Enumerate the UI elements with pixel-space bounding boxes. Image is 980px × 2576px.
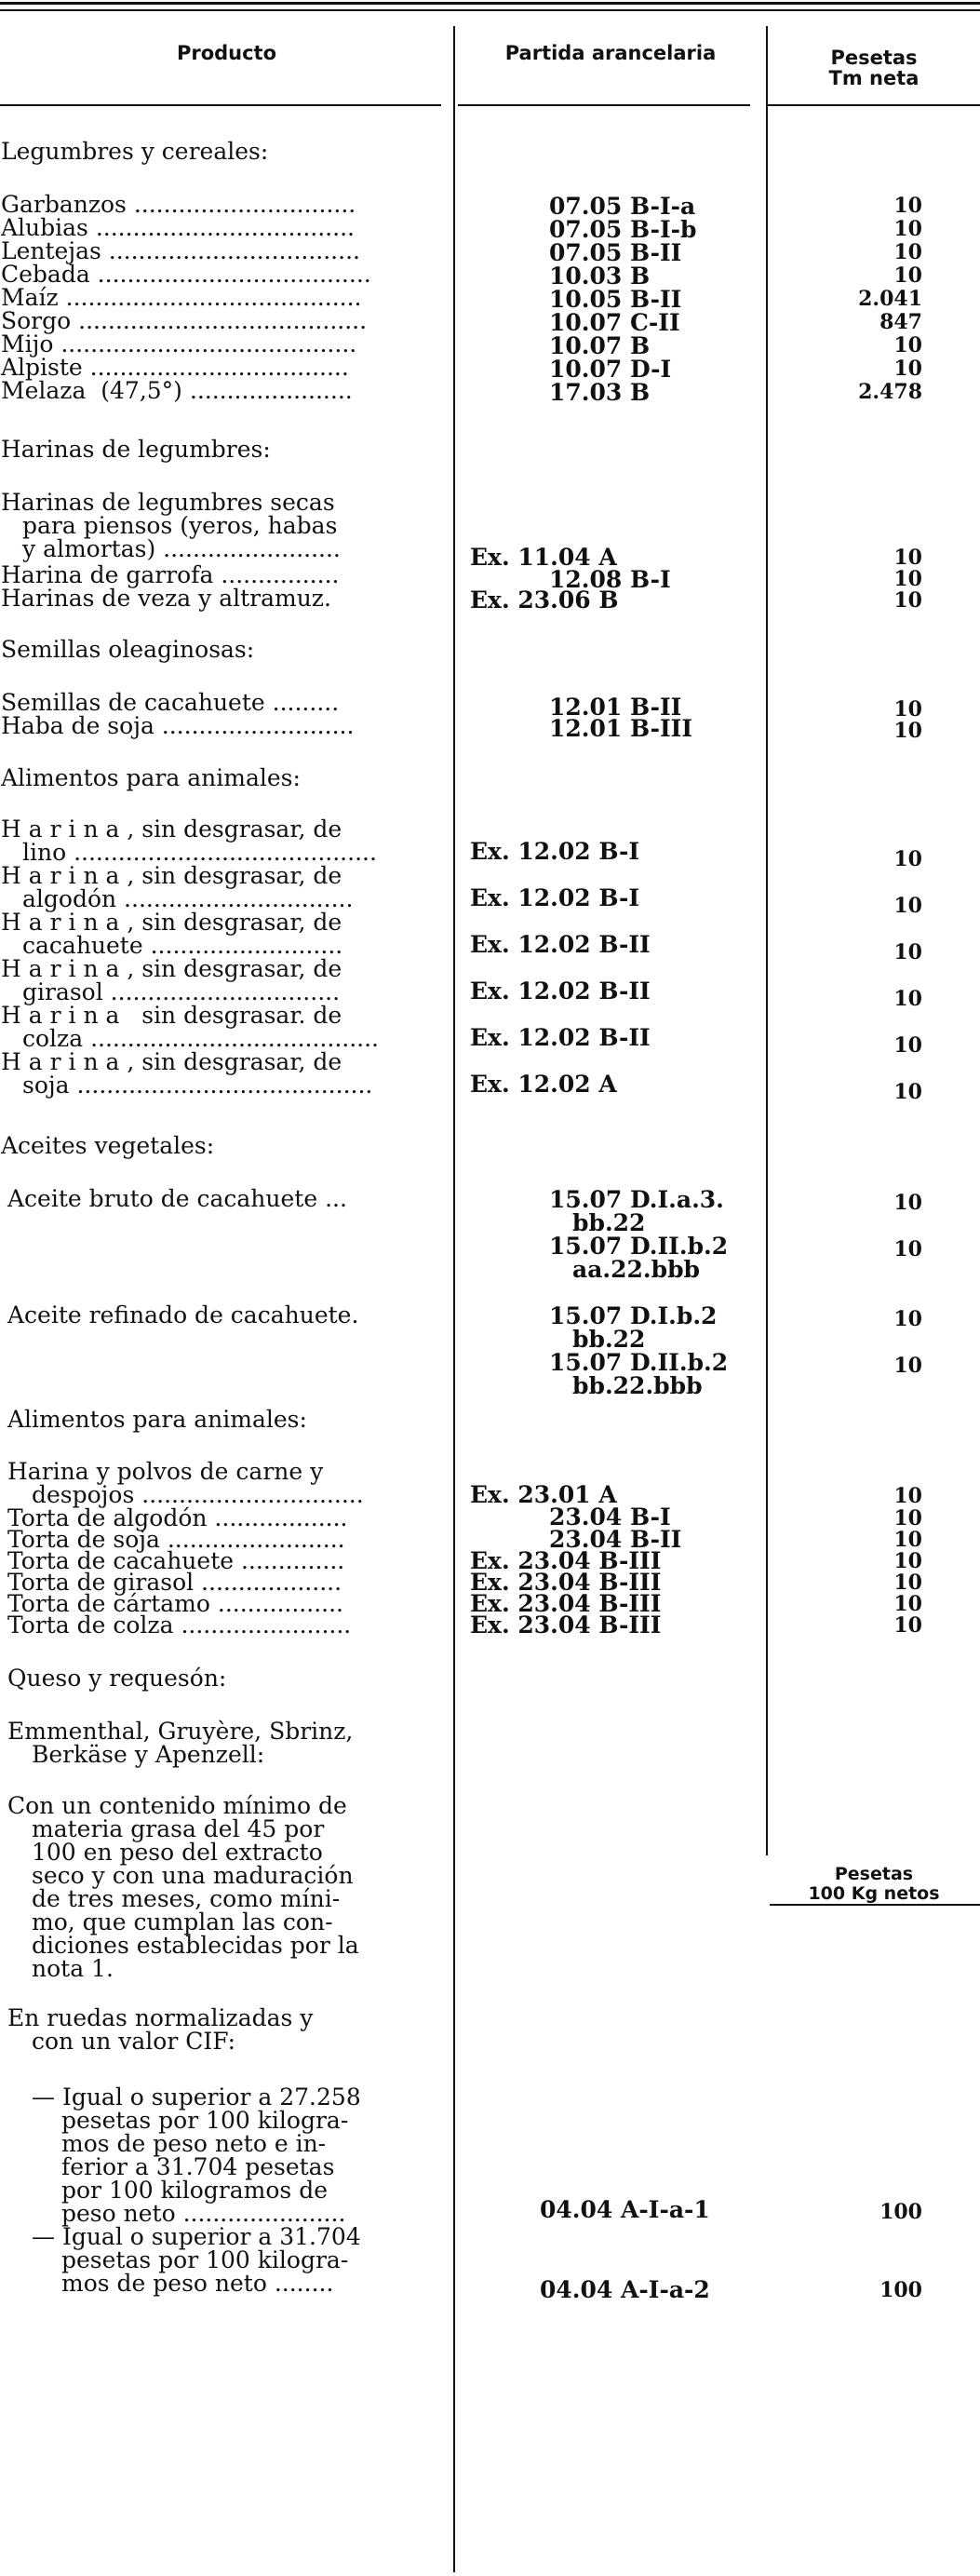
row-value: 10	[893, 697, 922, 722]
row-product: Aceite refinado de cacahuete.	[7, 1301, 359, 1328]
row-product-line: Harina y polvos de carne y	[7, 1458, 324, 1485]
row-product-line: para piensos (yeros, habas	[22, 512, 338, 539]
section-aceites: Aceites vegetales:	[1, 1132, 215, 1159]
row-code: Ex. 12.02 B-II	[470, 931, 651, 958]
row-value: 100	[879, 2278, 922, 2302]
queso-paragraph-line: seco y con una maduración	[32, 1862, 354, 1889]
row-value: 10	[893, 1484, 922, 1508]
row-value: 10	[893, 194, 922, 218]
unit-label-1: Pesetas	[834, 1864, 914, 1884]
row-code: Ex. 12.02 B-I	[470, 838, 640, 865]
section-alimentos-1: Alimentos para animales:	[1, 764, 301, 791]
row-product-line: girasol ...............................	[22, 978, 341, 1005]
row-product-line: soja ........................................	[22, 1072, 373, 1099]
row-code: 04.04 A-I-a-1	[540, 2196, 710, 2223]
header-partida: Partida arancelaria	[504, 42, 717, 64]
row-code: 07.05 B-II	[549, 239, 682, 266]
row-value: 10	[893, 1033, 922, 1058]
row-product: Harina de garrofa ................	[1, 561, 340, 588]
row-code: 17.03 B	[549, 379, 651, 406]
row-product-line: H a r i n a , sin desgrasar, de	[1, 955, 342, 982]
row-code: 10.07 B	[549, 332, 651, 359]
row-code: Ex. 23.04 B-III	[470, 1612, 662, 1639]
row-code: 15.07 D.II.b.2	[549, 1233, 729, 1260]
queso-paragraph-line: 100 en peso del extracto	[32, 1839, 323, 1866]
row-value: 10	[893, 719, 922, 743]
row-code: Ex. 12.02 B-II	[470, 1024, 651, 1051]
row-code: 23.04 B-I	[549, 1504, 671, 1531]
row-value: 10	[893, 894, 922, 918]
row-product: Sorgo .......................................	[1, 307, 368, 334]
row-code: 07.05 B-I-a	[549, 193, 696, 220]
queso-dash-line: por 100 kilogramos de	[61, 2177, 328, 2204]
header-product: Producto	[176, 42, 277, 64]
row-product-line: H a r i n a sin desgrasar. de	[1, 1002, 342, 1029]
row-code: Ex. 12.02 A	[470, 1071, 617, 1098]
row-product: Semillas de cacahuete .........	[1, 689, 340, 716]
row-product-line: Harinas de legumbres secas	[1, 489, 335, 516]
row-product: Alubias ...................................	[1, 214, 355, 241]
column-separator-1	[453, 26, 455, 2572]
row-code: 23.04 B-II	[549, 1526, 682, 1553]
row-code: 12.08 B-I	[549, 566, 671, 593]
queso-dash-line: — Igual o superior a 31.704	[32, 2223, 361, 2250]
row-code: Ex. 12.02 B-I	[470, 884, 640, 911]
section-semillas: Semillas oleaginosas:	[1, 636, 255, 663]
row-product: Aceite bruto de cacahuete ...	[7, 1185, 347, 1212]
row-value: 10	[893, 357, 922, 381]
queso-dash-line: mos de peso neto e in-	[61, 2130, 327, 2157]
row-value: 10	[893, 240, 922, 264]
header-pesetas-1: Pesetas	[830, 47, 918, 69]
row-product-line: lino .........................................	[22, 839, 377, 866]
header-pesetas-2: Tm neta	[828, 67, 920, 89]
queso-intro-line: En ruedas normalizadas y	[7, 2004, 314, 2031]
row-value: 10	[893, 987, 922, 1011]
queso-paragraph-line: de tres meses, como míni-	[32, 1885, 341, 1912]
row-value: 2.041	[858, 287, 922, 311]
header-underline-product	[0, 104, 441, 106]
section-queso: Queso y requesón:	[7, 1665, 227, 1692]
row-code-cont: bb.22.bbb	[572, 1372, 703, 1399]
row-value: 10	[893, 1528, 922, 1552]
header-underline-partida	[458, 104, 750, 106]
row-code: 10.07 D-I	[549, 356, 672, 383]
row-product: Torta de cártamo .................	[7, 1590, 343, 1617]
column-separator-2	[766, 26, 768, 1855]
queso-dash-line: mos de peso neto ........	[61, 2270, 334, 2297]
row-product: Torta de soja ........................	[7, 1526, 345, 1553]
row-value: 10	[893, 1571, 922, 1595]
top-rule	[0, 9, 980, 11]
row-code: 04.04 A-I-a-2	[540, 2276, 710, 2303]
row-product: Torta de algodón ..................	[7, 1504, 348, 1531]
row-product-line: H a r i n a , sin desgrasar, de	[1, 909, 342, 936]
row-product-line: y almortas) ........................	[22, 535, 341, 562]
queso-variety-line: Emmenthal, Gruyère, Sbrinz,	[7, 1718, 354, 1745]
queso-paragraph-line: Con un contenido mínimo de	[7, 1792, 347, 1819]
row-product-line: cacahuete ..........................	[22, 932, 343, 959]
row-code: 10.05 B-II	[549, 286, 682, 313]
row-value: 10	[893, 1080, 922, 1104]
row-code: Ex. 11.04 A	[470, 544, 617, 571]
row-product-line: algodón ...............................	[22, 885, 354, 912]
row-value: 10	[893, 940, 922, 964]
row-value: 10	[893, 1592, 922, 1616]
section-harinas: Harinas de legumbres:	[1, 436, 271, 463]
row-product: Harinas de veza y altramuz.	[1, 585, 331, 612]
row-code: Ex. 23.06 B	[470, 587, 619, 614]
row-product: Maíz ........................................	[1, 284, 362, 311]
queso-variety-line: Berkäse y Apenzell:	[32, 1741, 265, 1768]
queso-paragraph-line: mo, que cumplan las con-	[32, 1908, 333, 1935]
row-value: 10	[893, 588, 922, 613]
row-code: 07.05 B-I-b	[549, 216, 697, 243]
row-value: 10	[893, 1237, 922, 1261]
row-code: 10.03 B	[549, 263, 651, 290]
row-value: 100	[879, 2200, 922, 2224]
row-code: 15.07 D.I.b.2	[549, 1302, 718, 1329]
section-alimentos-2: Alimentos para animales:	[7, 1406, 307, 1433]
row-product: Torta de colza .......................	[7, 1612, 352, 1639]
row-product: Alpiste ...................................	[1, 354, 349, 381]
row-value: 10	[893, 1191, 922, 1215]
row-product: Lentejas ..................................	[1, 237, 360, 264]
header-underline-pesetas	[767, 104, 980, 106]
row-code: 12.01 B-III	[549, 715, 693, 742]
unit-underline	[770, 1904, 980, 1906]
row-product: Garbanzos ..............................	[1, 191, 356, 218]
row-code: 15.07 D.I.a.3.	[549, 1186, 724, 1213]
section-legumbres: Legumbres y cereales:	[1, 138, 269, 165]
row-value: 10	[893, 333, 922, 357]
row-product: Torta de cacahuete ..............	[7, 1547, 345, 1574]
row-code: 12.01 B-II	[549, 694, 682, 721]
row-product-line: colza .......................................	[22, 1025, 379, 1052]
row-value: 10	[893, 1506, 922, 1531]
row-product: Melaza (47,5°) ......................	[1, 377, 353, 404]
row-value: 847	[879, 310, 922, 334]
row-value: 10	[893, 217, 922, 241]
row-product: Torta de girasol ...................	[7, 1569, 342, 1596]
queso-dash-line: pesetas por 100 kilogra-	[61, 2107, 349, 2134]
row-code: 10.07 C-II	[549, 309, 680, 336]
row-code: Ex. 23.04 B-III	[470, 1590, 662, 1617]
queso-dash-line: peso neto ......................	[61, 2200, 346, 2227]
row-value: 2.478	[858, 380, 922, 404]
row-value: 10	[893, 567, 922, 591]
row-product: Cebada .....................................	[1, 261, 371, 288]
row-value: 10	[893, 1549, 922, 1573]
queso-dash-line: — Igual o superior a 27.258	[32, 2084, 361, 2111]
row-code: 15.07 D.II.b.2	[549, 1349, 729, 1376]
row-product-line: H a r i n a , sin desgrasar, de	[1, 816, 342, 843]
row-product-line: despojos ..............................	[32, 1481, 364, 1508]
row-product: Mijo ........................................	[1, 330, 357, 357]
row-product: Haba de soja ..........................	[1, 712, 355, 739]
row-product-line: H a r i n a , sin desgrasar, de	[1, 862, 342, 889]
queso-intro-line: con un valor CIF:	[32, 2028, 236, 2055]
row-code-cont: bb.22	[572, 1209, 646, 1236]
queso-paragraph-line: materia grasa del 45 por	[32, 1815, 325, 1842]
row-value: 10	[893, 847, 922, 871]
row-code-cont: bb.22	[572, 1326, 646, 1353]
row-value: 10	[893, 263, 922, 288]
queso-dash-line: pesetas por 100 kilogra-	[61, 2246, 349, 2273]
row-value: 10	[893, 1307, 922, 1331]
row-code-cont: aa.22.bbb	[572, 1256, 701, 1283]
row-code: Ex. 23.01 A	[470, 1481, 617, 1508]
top-double-rule	[0, 2, 980, 5]
row-code: Ex. 12.02 B-II	[470, 978, 651, 1005]
row-value: 10	[893, 1613, 922, 1638]
queso-paragraph-line: nota 1.	[32, 1955, 114, 1982]
queso-dash-line: ferior a 31.704 pesetas	[61, 2153, 335, 2180]
row-value: 10	[893, 1354, 922, 1378]
row-value: 10	[893, 546, 922, 570]
row-code: Ex. 23.04 B-III	[470, 1569, 662, 1596]
row-product-line: H a r i n a , sin desgrasar, de	[1, 1048, 342, 1075]
row-code: Ex. 23.04 B-III	[470, 1547, 662, 1574]
unit-label-2: 100 Kg netos	[808, 1883, 940, 1904]
queso-paragraph-line: diciones establecidas por la	[32, 1932, 359, 1959]
